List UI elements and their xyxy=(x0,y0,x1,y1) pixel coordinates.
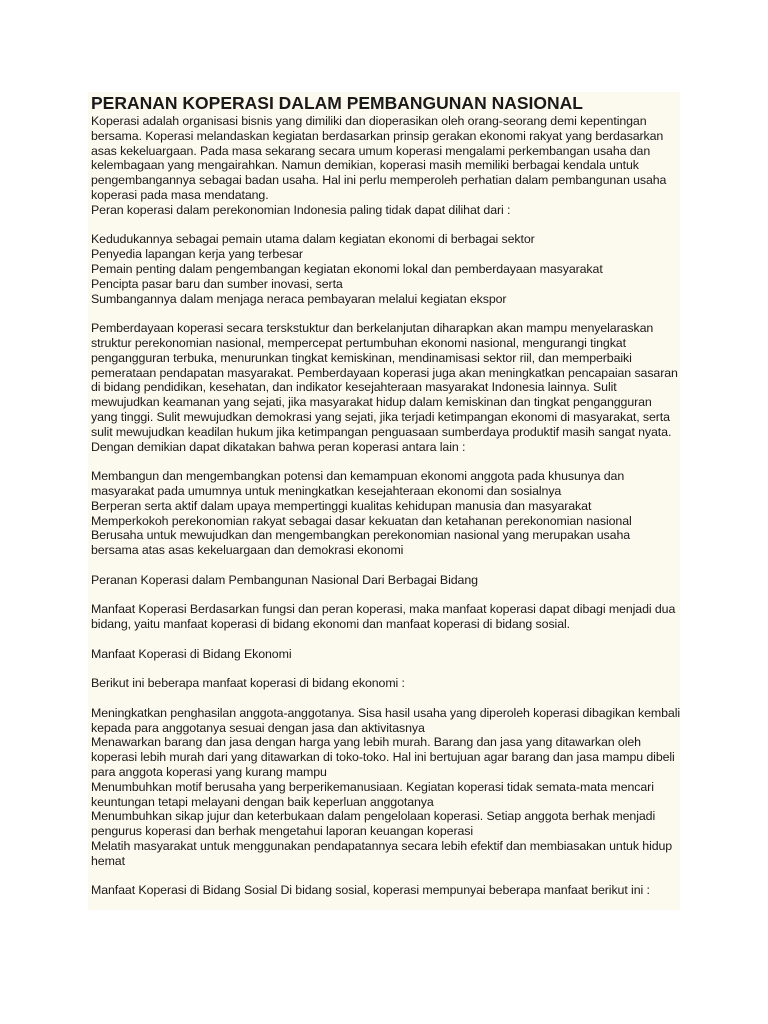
paragraph: Menawarkan barang dan jasa dengan harga yang lebih murah. Barang dan jasa yang ditawarkan oleh koperasi lebih murah dari yang ditawarkan di toko-toko. Hal ini bertujuan agar barang dan jasa mampu dibeli para anggota koperasi yang kurang mampu xyxy=(91,735,675,780)
paragraph: Koperasi adalah organisasi bisnis yang dimiliki dan dioperasikan oleh orang-seorang demi kepentingan bersama. Koperasi melandaskan kegiatan berdasarkan prinsip gerakan ekonomi rakyat yang berdasarkan asas kekeluargaan. Pada masa sekarang secara umum koperasi mengalami perkembangan usaha dan kelembagaan yang mengairahkan. Namun demikian, koperasi masih memiliki berbagai kendala untuk pengembangannya sebagai badan usaha. Hal ini perlu memperoleh perhatian dalam pembangunan usaha koperasi pada masa mendatang. xyxy=(91,114,667,202)
paragraph: Manfaat Koperasi Berdasarkan fungsi dan peran koperasi, maka manfaat koperasi dapat dibagi menjadi dua bidang, yaitu manfaat koperasi di bidang ekonomi dan manfaat koperasi di bidang sosial. xyxy=(91,602,676,632)
paragraph: Pemain penting dalam pengembangan kegiatan ekonomi lokal dan pemberdayaan masyarakat xyxy=(91,261,603,276)
paragraph: Manfaat Koperasi di Bidang Sosial Di bidang sosial, koperasi mempunyai beberapa manfaat berikut ini : xyxy=(91,883,650,898)
paragraph-gap xyxy=(91,661,680,676)
paragraph-gap xyxy=(91,306,680,321)
paragraph: Sumbangannya dalam menjaga neraca pembayaran melalui kegiatan ekspor xyxy=(91,291,507,306)
paragraph: Pemberdayaan koperasi secara terskstuktur dan berkelanjutan diharapkan akan mampu menyelaraskan struktur perekonomian nasional, mempercepat pertumbuhan ekonomi nasional, mengurangi tingkat pengangguran terbuka, menurunkan tingkat kemiskinan, mendinamisasi sektor riil, dan memperbaiki pemerataan pendapatan masyarakat. Pemberdayaan koperasi juga akan meningkatkan pencapaian sasaran di bidang pendidikan, kesehatan, dan indikator kesejahteraan masyarakat Indonesia lainnya. Sulit mewujudkan keamanan yang sejati, jika masyarakat hidup dalam kemiskinan dan tingkat pengangguran yang tinggi. Sulit mewujudkan demokrasi yang sejati, jika terjadi ketimpangan ekonomi di masyarakat, serta sulit mewujudkan keadilan hukum jika ketimpangan penguasaan sumberdaya produktif masih sangat nyata. Dengan demikian dapat dikatakan bahwa peran koperasi antara lain : xyxy=(91,321,678,454)
paragraph: Menumbuhkan sikap jujur dan keterbukaan dalam pengelolaan koperasi. Setiap anggota berhak menjadi pengurus koperasi dan berhak mengetahui laporan keuangan koperasi xyxy=(91,809,656,839)
paragraph-gap xyxy=(91,558,680,573)
paragraph: Menumbuhkan motif berusaha yang berperikemanusiaan. Kegiatan koperasi tidak semata-mata mencari keuntungan tetapi melayani dengan baik keperluan anggotanya xyxy=(91,779,654,809)
paragraph: Pencipta pasar baru dan sumber inovasi, serta xyxy=(91,276,343,291)
paragraph: Penyedia lapangan kerja yang terbesar xyxy=(91,247,303,262)
paragraph-gap xyxy=(91,869,680,884)
document-title: PERANAN KOPERASI DALAM PEMBANGUNAN NASIONAL xyxy=(91,93,583,113)
paragraph: Berikut ini beberapa manfaat koperasi di bidang ekonomi : xyxy=(91,676,405,691)
paragraph: Membangun dan mengembangkan potensi dan kemampuan ekonomi anggota pada khusunya dan masyarakat pada umumnya untuk meningkatkan kesejahteraan ekonomi dan sosialnya xyxy=(91,469,625,498)
paragraph: Kedudukannya sebagai pemain utama dalam kegiatan ekonomi di berbagai sektor xyxy=(91,232,535,247)
paragraph-gap xyxy=(91,454,680,469)
paragraph: Meningkatkan penghasilan anggota-anggotanya. Sisa hasil usaha yang diperoleh koperasi dibagikan kembali kepada para anggotanya sesuai dengan jasa dan aktivitasnya xyxy=(91,705,680,735)
paragraph: Berperan serta aktif dalam upaya mempertinggi kualitas kehidupan manusia dan masyarakat xyxy=(91,498,592,513)
paragraph-gap xyxy=(91,632,680,647)
paragraph-gap xyxy=(91,588,680,603)
document-page xyxy=(88,92,680,910)
paragraph: Berusaha untuk mewujudkan dan mengembangkan perekonomian nasional yang merupakan usaha bersama atas asas kekeluargaan dan demokrasi ekonomi xyxy=(91,528,631,558)
paragraph-gap xyxy=(91,691,680,706)
document-body xyxy=(91,114,680,898)
paragraph: Manfaat Koperasi di Bidang Ekonomi xyxy=(91,646,292,661)
paragraph: Memperkokoh perekonomian rakyat sebagai dasar kekuatan dan ketahanan perekonomian nasional xyxy=(91,513,632,528)
paragraph: Peran koperasi dalam perekonomian Indonesia paling tidak dapat dilihat dari : xyxy=(91,202,511,217)
paragraph-gap xyxy=(91,218,680,233)
paragraph: Peranan Koperasi dalam Pembangunan Nasional Dari Berbagai Bidang xyxy=(91,572,478,587)
paragraph: Melatih masyarakat untuk menggunakan pendapatannya secara lebih efektif dan membiasakan untuk hidup hemat xyxy=(91,839,673,868)
